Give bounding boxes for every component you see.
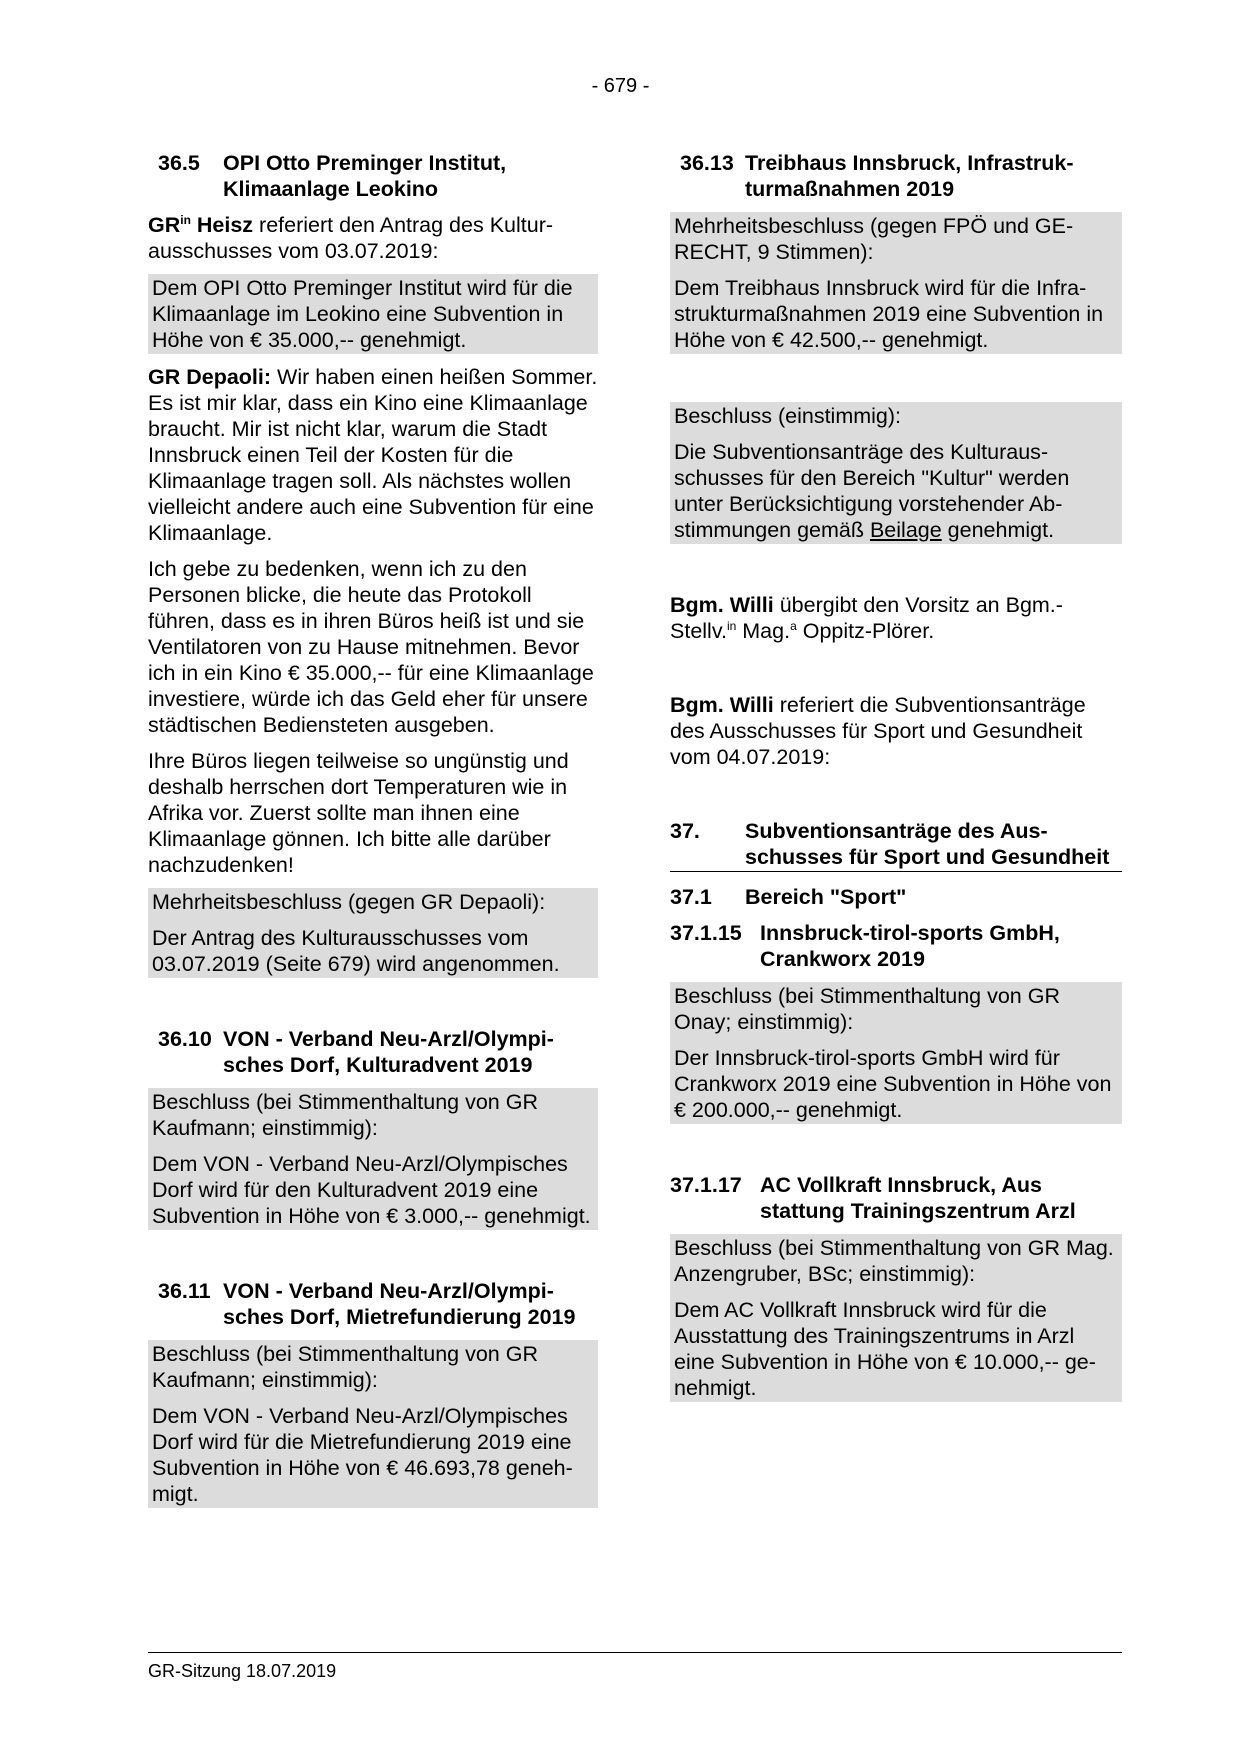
vorsitz-sup-2: a (790, 619, 797, 633)
heading-number: 37.1 (670, 885, 712, 909)
heading-36-5 (148, 150, 598, 202)
page-number: - 679 - (591, 75, 650, 97)
beschluss-box-37-1-15 (670, 982, 1122, 1124)
vorsitz-sup-1: in (726, 619, 737, 633)
referat-text: referiert die Subventionsanträge des Ausschusses für Sport und Gesundheit vom 04.07.2019: (670, 693, 1086, 769)
depaoli-paragraph-1 (148, 364, 598, 546)
intro-paragraph (148, 212, 598, 264)
beschluss-label: Mehrheitsbeschluss (gegen FPÖ und GERECHT, 9 Stimmen): (674, 214, 1074, 264)
heading-number: 37.1.17 (670, 1173, 742, 1197)
vorsitz-text-a: übergibt den Vorsitz an Bgm.-Stellv. (670, 593, 1063, 643)
antrag-box (148, 274, 598, 354)
heading-title: Bereich "Sport" (745, 885, 907, 909)
heading-number: 36.13 (680, 151, 734, 175)
right-column (670, 150, 1122, 1412)
final-text-after: genehmigt. (941, 518, 1055, 542)
heading-title: Treibhaus Innsbruck, Infrastrukturmaßnahmen 2019 (745, 151, 1074, 201)
speaker-gr: GR (148, 213, 181, 237)
heading-number: 37.1.15 (670, 921, 742, 945)
heading-title: VON - Verband Neu-Arzl/Olympisches Dorf, Kulturadvent 2019 (223, 1027, 554, 1077)
left-column (148, 150, 598, 1518)
beschluss-label: Beschluss (bei Stimmenthaltung von GR Mag. Anzengruber, BSc; einstimmig): (674, 1236, 1114, 1286)
beschluss-text: Dem VON - Verband Neu-Arzl/Olympisches Dorf wird für die Mietrefundierung 2019 eine Subvention in Höhe von € 46.693,78 genehmigt. (152, 1404, 573, 1506)
vorsitz-paragraph (670, 592, 1122, 644)
heading-37-1-17 (670, 1172, 1122, 1224)
intro-text: referiert den Antrag des Kulturausschusses vom 03.07.2019: (148, 213, 554, 263)
beschluss-text: Dem Treibhaus Innsbruck wird für die Infrastrukturmaßnahmen 2019 eine Subvention in Höhe von € 42.500,-- genehmigt. (674, 276, 1104, 352)
heading-37-1-15 (670, 920, 1122, 972)
depaoli-paragraph-2: Ich gebe zu bedenken, wenn ich zu den Personen blicke, die heute das Protokoll führen, dass es in ihren Büros heiß ist und sie Ventilatoren von zu Hause mitnehmen. Bevor ich in ein Kino € 35.000,-- für eine Klimaanlage investiere, würde ich das Geld eher für unsere städtischen Bediensteten ausgeben. (148, 557, 594, 737)
depaoli-speaker: GR Depaoli: (148, 365, 272, 389)
footer-divider (148, 1652, 1122, 1653)
beschluss-box-36-5 (148, 888, 598, 978)
heading-title: VON - Verband Neu-Arzl/Olympisches Dorf, Mietrefundierung 2019 (223, 1279, 576, 1329)
heading-title: Innsbruck-tirol-sports GmbH, Crankworx 2019 (760, 921, 1060, 971)
heading-title: AC Vollkraft Innsbruck, Aus stattung Trainingszentrum Arzl (760, 1173, 1076, 1223)
referat-paragraph (670, 692, 1122, 770)
speaker-name: Heisz (190, 213, 254, 237)
depaoli-text-1: Wir haben einen heißen Sommer. Es ist mir klar, dass ein Kino eine Klimaanlage braucht. Mir ist nicht klar, warum die Stadt Innsbruck einen Teil der Kosten für die Klimaanlage tragen soll. Als nächstes wollen vielleicht andere auch eine Subvention für eine Klimaanlage. (148, 365, 598, 545)
antrag-text: Dem OPI Otto Preminger Institut wird für die Klimaanlage im Leokino eine Subvention in Höhe von € 35.000,-- genehmigt. (152, 276, 573, 352)
depaoli-paragraph-3: Ihre Büros liegen teilweise so ungünstig und deshalb herrschen dort Temperaturen wie in Afrika vor. Zuerst sollte man ihnen eine Klimaanlage gönnen. Ich bitte alle darüber nachzudenken! (148, 749, 569, 877)
beschluss-text: Dem VON - Verband Neu-Arzl/Olympisches Dorf wird für den Kulturadvent 2019 eine Subvention in Höhe von € 3.000,-- genehmigt. (152, 1152, 591, 1228)
footer-text: GR-Sitzung 18.07.2019 (148, 1661, 337, 1681)
heading-number: 36.11 (158, 1279, 211, 1303)
vorsitz-text-c: Oppitz-Plörer. (796, 619, 935, 643)
heading-36-11 (148, 1278, 598, 1330)
beschluss-text: Dem AC Vollkraft Innsbruck wird für die Ausstattung des Trainingszentrums in Arzl eine Subvention in Höhe von € 10.000,-- genehmigt. (674, 1298, 1096, 1400)
beschluss-text: Der Antrag des Kulturausschusses vom 03.07.2019 (Seite 679) wird angenommen. (152, 926, 560, 976)
speaker-sup: in (180, 213, 191, 227)
beilage-link[interactable]: Beilage (869, 518, 942, 542)
beschluss-text: Der Innsbruck-tirol-sports GmbH wird für Crankworx 2019 eine Subvention in Höhe von € 200.000,-- genehmigt. (674, 1046, 1112, 1122)
beschluss-label: Mehrheitsbeschluss (gegen GR Depaoli): (152, 890, 546, 914)
heading-number: 36.10 (158, 1027, 212, 1051)
beschluss-box-36-13 (670, 212, 1122, 354)
beschluss-label: Beschluss (bei Stimmenthaltung von GR Kaufmann; einstimmig): (152, 1090, 538, 1140)
heading-title: Subventionsanträge des Ausschusses für Sport und Gesundheit (745, 819, 1110, 869)
beschluss-label: Beschluss (bei Stimmenthaltung von GR Onay; einstimmig): (674, 984, 1060, 1034)
heading-number: 37. (670, 819, 700, 843)
speaker-bgm: Bgm. Willi (670, 693, 774, 717)
beschluss-label: Beschluss (bei Stimmenthaltung von GR Kaufmann; einstimmig): (152, 1342, 538, 1392)
heading-36-13 (670, 150, 1122, 202)
beschluss-label: Beschluss (einstimmig): (674, 404, 901, 428)
final-text-before: Die Subventionsanträge des Kulturausschusses für den Bereich "Kultur" werden unter Berücksichtigung vorstehender Abstimmungen gemäß (674, 440, 1070, 542)
beschluss-box-37-1-17 (670, 1234, 1122, 1402)
beschluss-box-36-11 (148, 1340, 598, 1508)
heading-title: OPI Otto Preminger Institut, Klimaanlage Leokino (223, 151, 507, 201)
final-beschluss-box (670, 402, 1122, 544)
speaker-bgm: Bgm. Willi (670, 593, 774, 617)
final-beschluss-text (674, 439, 1118, 543)
heading-number: 36.5 (158, 151, 200, 175)
heading-36-10 (148, 1026, 598, 1078)
heading-37 (670, 818, 1122, 872)
vorsitz-text-b: Mag. (736, 619, 791, 643)
heading-37-1 (670, 884, 1122, 910)
beschluss-box-36-10 (148, 1088, 598, 1230)
